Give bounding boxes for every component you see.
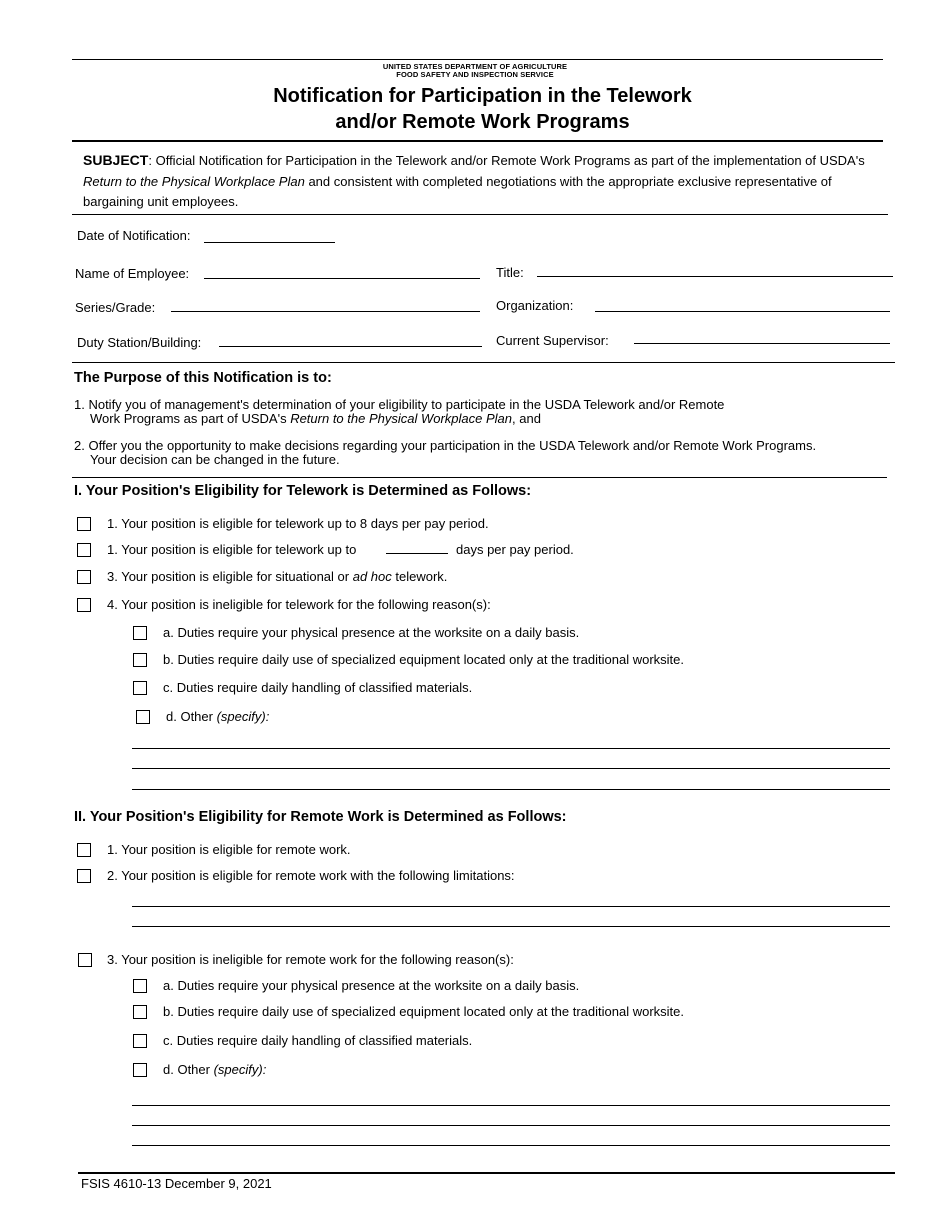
telework-reason-d-italic: (specify):: [216, 709, 270, 724]
telework-reason-a-checkbox[interactable]: [133, 626, 147, 640]
subject-label: SUBJECT: [83, 152, 149, 168]
title-label: Title:: [496, 265, 524, 280]
telework-reason-c-checkbox[interactable]: [133, 681, 147, 695]
remote-reason-d-checkbox[interactable]: [133, 1063, 147, 1077]
subject-plan-name: Return to the Physical Workplace Plan: [83, 173, 305, 189]
form-id: FSIS 4610-13 December 9, 2021: [81, 1176, 272, 1191]
telework-reason-d-checkbox[interactable]: [136, 710, 150, 724]
remote-option-2-checkbox[interactable]: [77, 869, 91, 883]
top-rule: [72, 59, 883, 60]
duty-station-field[interactable]: [219, 346, 482, 347]
telework-option-1-label: 1. Your position is eligible for telework up to 8 days per pay period.: [107, 516, 489, 531]
telework-option-4-label: 4. Your position is ineligible for telework for the following reason(s):: [107, 597, 491, 612]
telework-other-line-1[interactable]: [132, 748, 890, 749]
telework-option-1-checkbox[interactable]: [77, 517, 91, 531]
subject-divider: [72, 214, 888, 215]
remote-limitations-line-2[interactable]: [132, 926, 890, 927]
remote-reason-a-label: a. Duties require your physical presence at the worksite on a daily basis.: [163, 978, 580, 993]
purpose-item-1-line-2: [90, 412, 541, 426]
remote-option-3-label: 3. Your position is ineligible for remote work for the following reason(s):: [107, 952, 514, 967]
title-field[interactable]: [537, 276, 893, 277]
remote-reason-c-checkbox[interactable]: [133, 1034, 147, 1048]
footer-rule: [78, 1172, 895, 1174]
remote-option-3-checkbox[interactable]: [78, 953, 92, 967]
telework-option-3-end: telework.: [391, 569, 448, 584]
remote-reason-d-italic: (specify):: [213, 1062, 267, 1077]
telework-option-3-italic: ad hoc: [352, 569, 392, 584]
agency-line-1: UNITED STATES DEPARTMENT OF AGRICULTURE: [382, 62, 568, 71]
telework-days-field[interactable]: [386, 553, 448, 554]
remote-reason-b-label: b. Duties require daily use of specialized equipment located only at the traditional worksite.: [163, 1004, 685, 1019]
remote-work-heading: II. Your Position's Eligibility for Remote Work is Determined as Follows:: [74, 809, 567, 825]
organization-label: Organization:: [496, 298, 574, 313]
remote-option-1-label: 1. Your position is eligible for remote work.: [107, 842, 351, 857]
page-title-line-1: Notification for Participation in the Telework: [273, 85, 692, 107]
remote-reason-d-label: [163, 1062, 266, 1078]
purpose-heading: The Purpose of this Notification is to:: [74, 370, 332, 386]
organization-field[interactable]: [595, 311, 890, 312]
telework-option-2-suffix: days per pay period.: [456, 542, 574, 557]
telework-option-3-label: [107, 569, 447, 585]
date-of-notification-label: Date of Notification:: [77, 228, 191, 243]
title-divider: [72, 140, 883, 142]
remote-other-line-1[interactable]: [132, 1105, 890, 1106]
purpose-item-2-line-2: Your decision can be changed in the future.: [90, 452, 340, 467]
agency-line-2: FOOD SAFETY AND INSPECTION SERVICE: [396, 70, 554, 79]
telework-other-line-3[interactable]: [132, 789, 890, 790]
telework-option-3-checkbox[interactable]: [77, 570, 91, 584]
remote-reason-b-checkbox[interactable]: [133, 1005, 147, 1019]
telework-reason-c-label: c. Duties require daily handling of classified materials.: [163, 680, 473, 695]
remote-option-1-checkbox[interactable]: [77, 843, 91, 857]
telework-option-2-checkbox[interactable]: [77, 543, 91, 557]
purpose-item-1-line-1: 1. Notify you of management's determination of your eligibility to participate in the USDA Telework and/or Remote: [74, 397, 725, 412]
subject-text-1: : Official Notification for Participation in the Telework and/or Remote Work Programs as part of the implementation of USDA's: [148, 153, 865, 168]
remote-option-2-label: 2. Your position is eligible for remote work with the following limitations:: [107, 868, 515, 883]
telework-reason-d-label: [166, 709, 269, 725]
series-grade-label: Series/Grade:: [75, 300, 156, 315]
telework-reason-b-label: b. Duties require daily use of specialized equipment located only at the traditional worksite.: [163, 652, 685, 667]
remote-reason-a-checkbox[interactable]: [133, 979, 147, 993]
telework-reason-a-label: a. Duties require your physical presence at the worksite on a daily basis.: [163, 625, 580, 640]
subject-paragraph: [83, 150, 883, 213]
telework-reason-b-checkbox[interactable]: [133, 653, 147, 667]
remote-reason-d-text: d. Other: [163, 1062, 214, 1077]
remote-other-line-2[interactable]: [132, 1125, 890, 1126]
telework-reason-d-text: d. Other: [166, 709, 217, 724]
current-supervisor-label: Current Supervisor:: [496, 333, 609, 348]
series-grade-field[interactable]: [171, 311, 480, 312]
telework-heading: I. Your Position's Eligibility for Telework is Determined as Follows:: [74, 483, 532, 499]
remote-reason-c-label: c. Duties require daily handling of classified materials.: [163, 1033, 473, 1048]
purpose-item-1-text: Work Programs as part of USDA's: [90, 411, 291, 426]
purpose-divider: [72, 477, 887, 478]
telework-option-4-checkbox[interactable]: [77, 598, 91, 612]
date-of-notification-field[interactable]: [204, 242, 335, 243]
purpose-item-1-end: , and: [512, 411, 541, 426]
remote-limitations-line-1[interactable]: [132, 906, 890, 907]
telework-option-3-text: 3. Your position is eligible for situational or: [107, 569, 353, 584]
subject-text-2: and consistent with completed negotiations with the appropriate exclusive representative of bargaining unit employees.: [83, 173, 832, 209]
page-title-line-2: and/or Remote Work Programs: [335, 111, 630, 133]
remote-other-line-3[interactable]: [132, 1145, 890, 1146]
name-of-employee-field[interactable]: [204, 278, 480, 279]
name-of-employee-label: Name of Employee:: [75, 266, 190, 281]
duty-station-label: Duty Station/Building:: [77, 335, 202, 350]
purpose-item-1-plan: Return to the Physical Workplace Plan: [290, 411, 513, 426]
fields-divider: [72, 362, 895, 363]
telework-option-2-label: 1. Your position is eligible for telework up to: [107, 542, 357, 557]
purpose-item-2-line-1: 2. Offer you the opportunity to make decisions regarding your participation in the USDA Telework and/or Remote Work Programs.: [74, 438, 817, 453]
current-supervisor-field[interactable]: [634, 343, 890, 344]
telework-other-line-2[interactable]: [132, 768, 890, 769]
